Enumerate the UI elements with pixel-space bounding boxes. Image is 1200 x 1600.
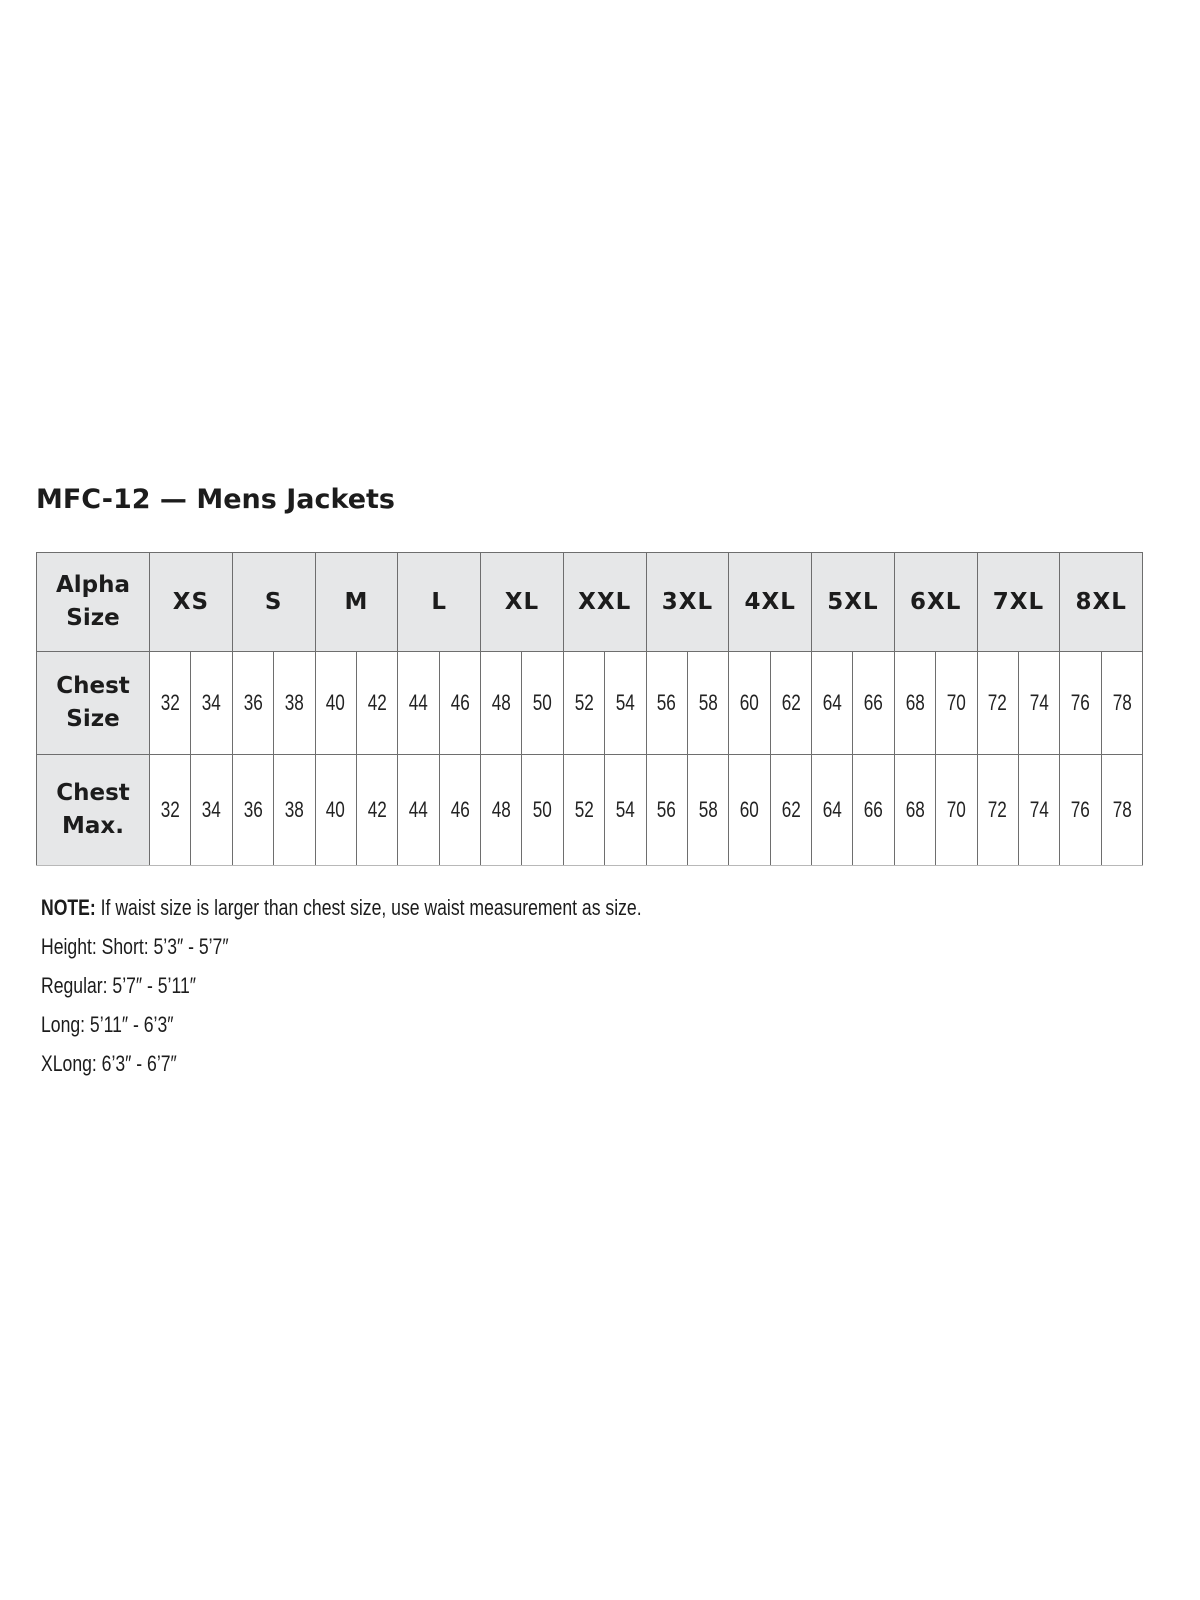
chest-max-cell bbox=[812, 755, 853, 866]
height-regular-line: Regular: 5’7″ - 5’11″ bbox=[41, 973, 196, 998]
chest-size-cell bbox=[936, 652, 977, 755]
chest-max-cell bbox=[729, 755, 770, 866]
cell-value: 70 bbox=[946, 797, 966, 822]
chest-max-cell bbox=[356, 755, 397, 866]
cell-value: 32 bbox=[160, 797, 180, 822]
cell-value: 62 bbox=[781, 690, 801, 715]
chest-size-cell bbox=[232, 652, 273, 755]
chest-size-cell bbox=[1060, 652, 1101, 755]
label-line: Chest bbox=[56, 673, 130, 699]
chest-size-cell bbox=[191, 652, 232, 755]
chest-size-cell bbox=[1101, 652, 1142, 755]
cell-value: 58 bbox=[698, 797, 718, 822]
cell-value: 56 bbox=[657, 797, 677, 822]
chest-max-cell bbox=[315, 755, 356, 866]
cell-value: 64 bbox=[822, 690, 842, 715]
label-line: Chest bbox=[56, 780, 130, 806]
cell-value: 50 bbox=[533, 797, 553, 822]
chest-max-cell bbox=[522, 755, 563, 866]
alpha-size-header: 5XL bbox=[812, 553, 895, 652]
cell-value: 70 bbox=[946, 690, 966, 715]
chest-size-cell bbox=[1018, 652, 1059, 755]
notes-section bbox=[41, 893, 792, 1088]
cell-value: 34 bbox=[202, 797, 222, 822]
chest-size-cell bbox=[274, 652, 315, 755]
cell-value: 42 bbox=[367, 690, 387, 715]
cell-value: 36 bbox=[243, 797, 263, 822]
alpha-size-header: 8XL bbox=[1060, 553, 1143, 652]
alpha-size-header: XXL bbox=[563, 553, 646, 652]
alpha-size-header: 4XL bbox=[729, 553, 812, 652]
chest-size-cell bbox=[977, 652, 1018, 755]
chest-size-cell bbox=[853, 652, 894, 755]
label-line: Alpha bbox=[55, 572, 131, 598]
cell-value: 72 bbox=[988, 797, 1008, 822]
chest-max-cell bbox=[687, 755, 728, 866]
note-text: If waist size is larger than chest size, use waist measurement as size. bbox=[95, 895, 642, 920]
chest-max-cell bbox=[274, 755, 315, 866]
chest-max-cell bbox=[1101, 755, 1142, 866]
chest-max-cell bbox=[853, 755, 894, 866]
cell-value: 50 bbox=[533, 690, 553, 715]
chest-max-cell bbox=[894, 755, 935, 866]
cell-value: 46 bbox=[450, 690, 470, 715]
note-label: NOTE: bbox=[41, 895, 96, 920]
chest-max-label bbox=[37, 755, 150, 866]
cell-value: 78 bbox=[1112, 690, 1132, 715]
cell-value: 36 bbox=[243, 690, 263, 715]
cell-value: 44 bbox=[408, 690, 429, 715]
cell-value: 78 bbox=[1112, 797, 1132, 822]
chest-max-cell bbox=[936, 755, 977, 866]
cell-value: 68 bbox=[905, 690, 925, 715]
cell-value: 66 bbox=[864, 797, 884, 822]
alpha-size-header: 3XL bbox=[646, 553, 729, 652]
cell-value: 42 bbox=[367, 797, 387, 822]
alpha-size-header: XL bbox=[481, 553, 564, 652]
cell-value: 34 bbox=[202, 690, 222, 715]
chest-max-cell bbox=[1018, 755, 1059, 866]
chest-size-cell bbox=[894, 652, 935, 755]
chest-max-cell bbox=[1060, 755, 1101, 866]
chest-max-cell bbox=[977, 755, 1018, 866]
alpha-size-header: M bbox=[315, 553, 398, 652]
cell-value: 64 bbox=[822, 797, 842, 822]
cell-value: 46 bbox=[450, 797, 470, 822]
chest-max-cell bbox=[398, 755, 439, 866]
cell-value: 62 bbox=[781, 797, 801, 822]
cell-value: 40 bbox=[326, 797, 346, 822]
label-line: Max. bbox=[62, 813, 124, 839]
cell-value: 44 bbox=[408, 797, 429, 822]
chest-size-cell bbox=[315, 652, 356, 755]
chest-size-cell bbox=[356, 652, 397, 755]
chest-size-row bbox=[37, 652, 1143, 755]
chest-max-cell bbox=[646, 755, 687, 866]
chest-size-cell bbox=[522, 652, 563, 755]
cell-value: 40 bbox=[326, 690, 346, 715]
cell-value: 54 bbox=[615, 797, 635, 822]
alpha-size-header: 6XL bbox=[894, 553, 977, 652]
alpha-size-header: 7XL bbox=[977, 553, 1060, 652]
cell-value: 60 bbox=[739, 690, 760, 715]
alpha-size-label bbox=[37, 553, 150, 652]
chest-size-cell bbox=[687, 652, 728, 755]
chest-size-cell bbox=[729, 652, 770, 755]
chest-size-label bbox=[37, 652, 150, 755]
cell-value: 76 bbox=[1070, 690, 1091, 715]
cell-value: 48 bbox=[491, 690, 511, 715]
chest-size-cell bbox=[605, 652, 646, 755]
cell-value: 56 bbox=[657, 690, 677, 715]
cell-value: 58 bbox=[698, 690, 718, 715]
cell-value: 38 bbox=[284, 797, 304, 822]
height-long-line: Long: 5’11″ - 6’3″ bbox=[41, 1012, 174, 1037]
size-chart-table bbox=[36, 552, 1143, 866]
label-line: Size bbox=[66, 605, 120, 631]
cell-value: 74 bbox=[1029, 797, 1049, 822]
chest-size-cell bbox=[563, 652, 604, 755]
cell-value: 68 bbox=[905, 797, 925, 822]
cell-value: 76 bbox=[1070, 797, 1091, 822]
chest-max-cell bbox=[232, 755, 273, 866]
cell-value: 32 bbox=[160, 690, 180, 715]
cell-value: 66 bbox=[864, 690, 884, 715]
cell-value: 38 bbox=[284, 690, 304, 715]
chest-size-cell bbox=[439, 652, 480, 755]
chest-size-cell bbox=[812, 652, 853, 755]
chest-size-cell bbox=[150, 652, 191, 755]
chest-size-cell bbox=[481, 652, 522, 755]
alpha-size-header: L bbox=[398, 553, 481, 652]
alpha-size-header: S bbox=[232, 553, 315, 652]
chest-max-cell bbox=[150, 755, 191, 866]
chest-size-cell bbox=[398, 652, 439, 755]
cell-value: 72 bbox=[988, 690, 1008, 715]
chest-max-cell bbox=[481, 755, 522, 866]
cell-value: 60 bbox=[739, 797, 760, 822]
chest-max-cell bbox=[439, 755, 480, 866]
cell-value: 52 bbox=[574, 797, 594, 822]
page-title: MFC-12 — Mens Jackets bbox=[36, 484, 395, 515]
cell-value: 52 bbox=[574, 690, 594, 715]
chest-max-row bbox=[37, 755, 1143, 866]
chest-max-cell bbox=[605, 755, 646, 866]
label-line: Size bbox=[66, 706, 120, 732]
height-short-line: Height: Short: 5’3″ - 5’7″ bbox=[41, 934, 229, 959]
alpha-size-row bbox=[37, 553, 1143, 652]
chest-size-cell bbox=[770, 652, 811, 755]
chest-max-cell bbox=[191, 755, 232, 866]
cell-value: 54 bbox=[615, 690, 635, 715]
chest-max-cell bbox=[563, 755, 604, 866]
cell-value: 74 bbox=[1029, 690, 1049, 715]
waist-note bbox=[41, 893, 642, 932]
chest-size-cell bbox=[646, 652, 687, 755]
chest-max-cell bbox=[770, 755, 811, 866]
cell-value: 48 bbox=[491, 797, 511, 822]
height-xlong-line: XLong: 6’3″ - 6’7″ bbox=[41, 1051, 177, 1076]
alpha-size-header: XS bbox=[150, 553, 233, 652]
